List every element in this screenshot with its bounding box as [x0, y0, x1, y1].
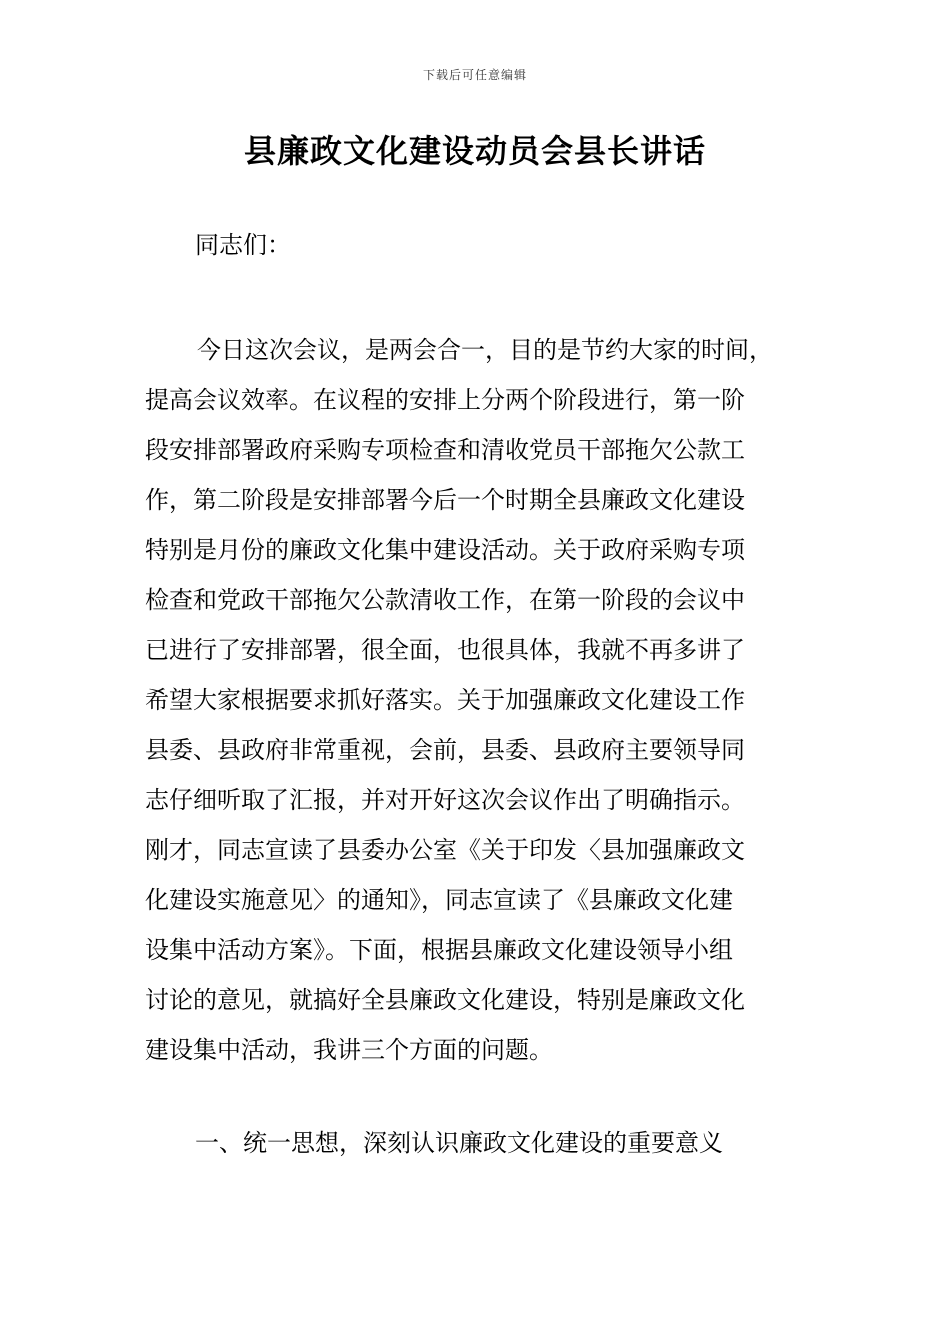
body-paragraph: [145, 325, 810, 1075]
paragraph-line: 检查和党政干部拖欠公款清收工作，在第一阶段的会议中: [145, 586, 745, 614]
paragraph-line: 设集中活动方案》。下面，根据县廉政文化建设领导小组: [145, 936, 733, 964]
paragraph-line: 讨论的意见，就搞好全县廉政文化建设，特别是廉政文化: [145, 986, 745, 1014]
paragraph-line: 志仔细听取了汇报，并对开好这次会议作出了明确指示。: [145, 786, 745, 814]
paragraph-line: 段安排部署政府采购专项检查和清收党员干部拖欠公款工: [145, 436, 745, 464]
paragraph-line: 已进行了安排部署，很全面，也很具体，我就不再多讲了: [145, 636, 745, 664]
paragraph-line: 作，第二阶段是安排部署今后一个时期全县廉政文化建设: [145, 486, 745, 514]
paragraph-line: 今日这次会议，是两会合一，目的是节约大家的时间，: [197, 336, 773, 364]
paragraph-line: 建设集中活动，我讲三个方面的问题。: [145, 1036, 553, 1064]
paragraph-line: 希望大家根据要求抓好落实。关于加强廉政文化建设工作: [145, 686, 745, 714]
paragraph-line: 县委、县政府非常重视，会前，县委、县政府主要领导同: [145, 736, 745, 764]
paragraph-line: 特别是月份的廉政文化集中建设活动。关于政府采购专项: [145, 536, 745, 564]
salutation: 同志们：: [195, 231, 291, 259]
paragraph-line: 刚才，同志宣读了县委办公室《关于印发〈县加强廉政文: [145, 836, 745, 864]
paragraph-line: 化建设实施意见〉的通知》，同志宣读了《县廉政文化建: [145, 886, 733, 914]
section-heading: 一、统一思想，深刻认识廉政文化建设的重要意义: [195, 1129, 723, 1157]
paragraph-line: 提高会议效率。在议程的安排上分两个阶段进行，第一阶: [145, 386, 745, 414]
header-note: 下载后可任意编辑: [422, 68, 527, 82]
document-title: 县廉政文化建设动员会县长讲话: [243, 132, 706, 170]
